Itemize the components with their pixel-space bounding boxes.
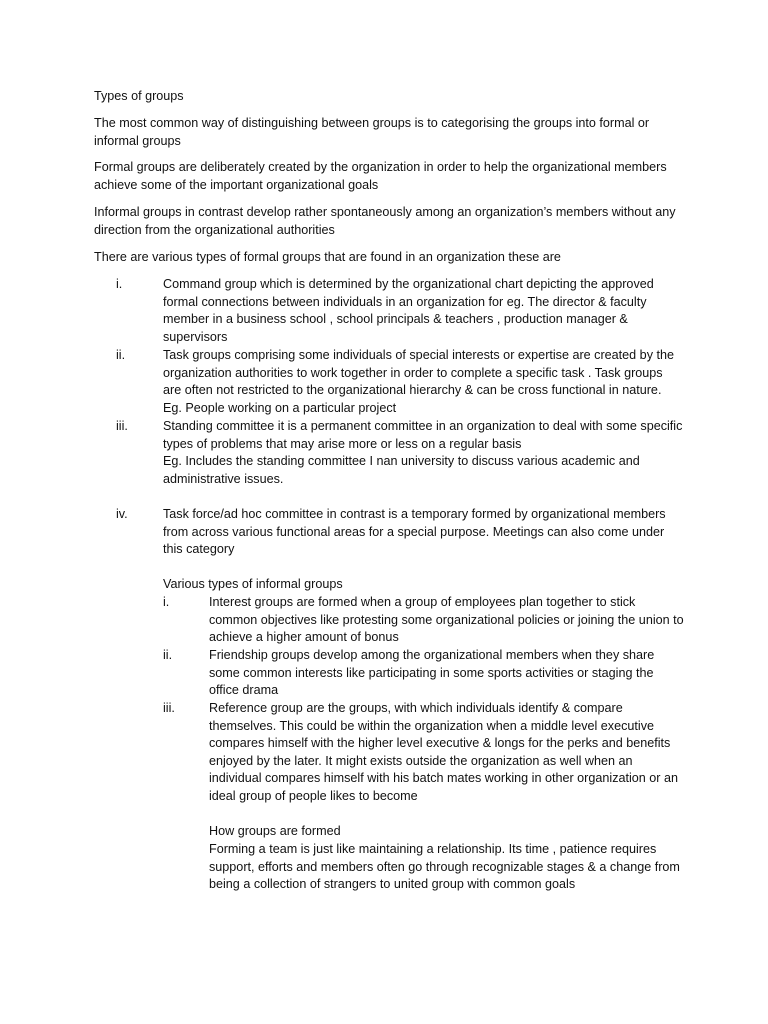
formation-heading: How groups are formed — [209, 824, 341, 838]
list-numeral: i. — [163, 595, 170, 609]
list-numeral: iii. — [116, 419, 128, 433]
doc-title: Types of groups — [94, 89, 184, 103]
list-item-text: Reference group are the groups, with which individuals identify & compare themselves. This could be within the organization when a middle level executive compares himself with the higher level executive & longs for the perks and benefits enjoyed by the later. It might exists outside the organization as well when an individual compares himself with his batch mates working in other organization or an ideal group of people likes to become — [209, 701, 679, 803]
list-item-text: Standing committee it is a permanent committee in an organization to deal with some specific types of problems that may arise more or less on a regular basis — [163, 419, 683, 451]
list-item-text: Command group which is determined by the organizational chart depicting the approved formal connections between individuals in an organization for eg. The director & faculty member in a business school , school principals & teachers , production manager & supervisors — [163, 277, 654, 344]
list-item-text: Task groups comprising some individuals of special interests or expertise are created by the organization authorities to work together in order to complete a specific task . Task groups are often not restricted to the organizational hierarchy & can be cross functional in nature. Eg. People working on a particular project — [163, 348, 674, 415]
formation-paragraph: Forming a team is just like maintaining a relationship. Its time , patience requires support, efforts and members often go through recognizable stages & a change from being a collection of strangers to united group with common goals — [209, 842, 680, 892]
list-numeral: iv. — [116, 507, 128, 521]
list-numeral: ii. — [163, 648, 173, 662]
list-item-text: Task force/ad hoc committee in contrast is a temporary formed by organizational members from across various functional areas for a special purpose. Meetings can also come under this category — [163, 507, 666, 557]
list-numeral: i. — [116, 277, 123, 291]
list-numeral: iii. — [163, 701, 175, 715]
intro-paragraph-3: Informal groups in contrast develop rather spontaneously among an organization’s members without any direction from the organizational authorities — [94, 205, 676, 237]
formal-list-item-example: Eg. Includes the standing committee I nan university to discuss various academic and administrative issues. — [163, 454, 640, 486]
list-numeral: ii. — [116, 348, 126, 362]
intro-paragraph-1: The most common way of distinguishing between groups is to categorising the groups into formal or informal groups — [94, 116, 650, 148]
intro-paragraph-4: There are various types of formal groups that are found in an organization these are — [94, 250, 561, 264]
list-item-text: Interest groups are formed when a group of employees plan together to stick common objectives like protesting some organizational policies or joining the union to achieve a higher amount of bonus — [209, 595, 684, 645]
informal-heading: Various types of informal groups — [163, 577, 343, 591]
intro-paragraph-2: Formal groups are deliberately created by the organization in order to help the organizational members achieve some of the important organizational goals — [94, 160, 667, 192]
list-item-text: Friendship groups develop among the organizational members when they share some common interests like participating in some sports activities or staging the office drama — [209, 648, 655, 698]
